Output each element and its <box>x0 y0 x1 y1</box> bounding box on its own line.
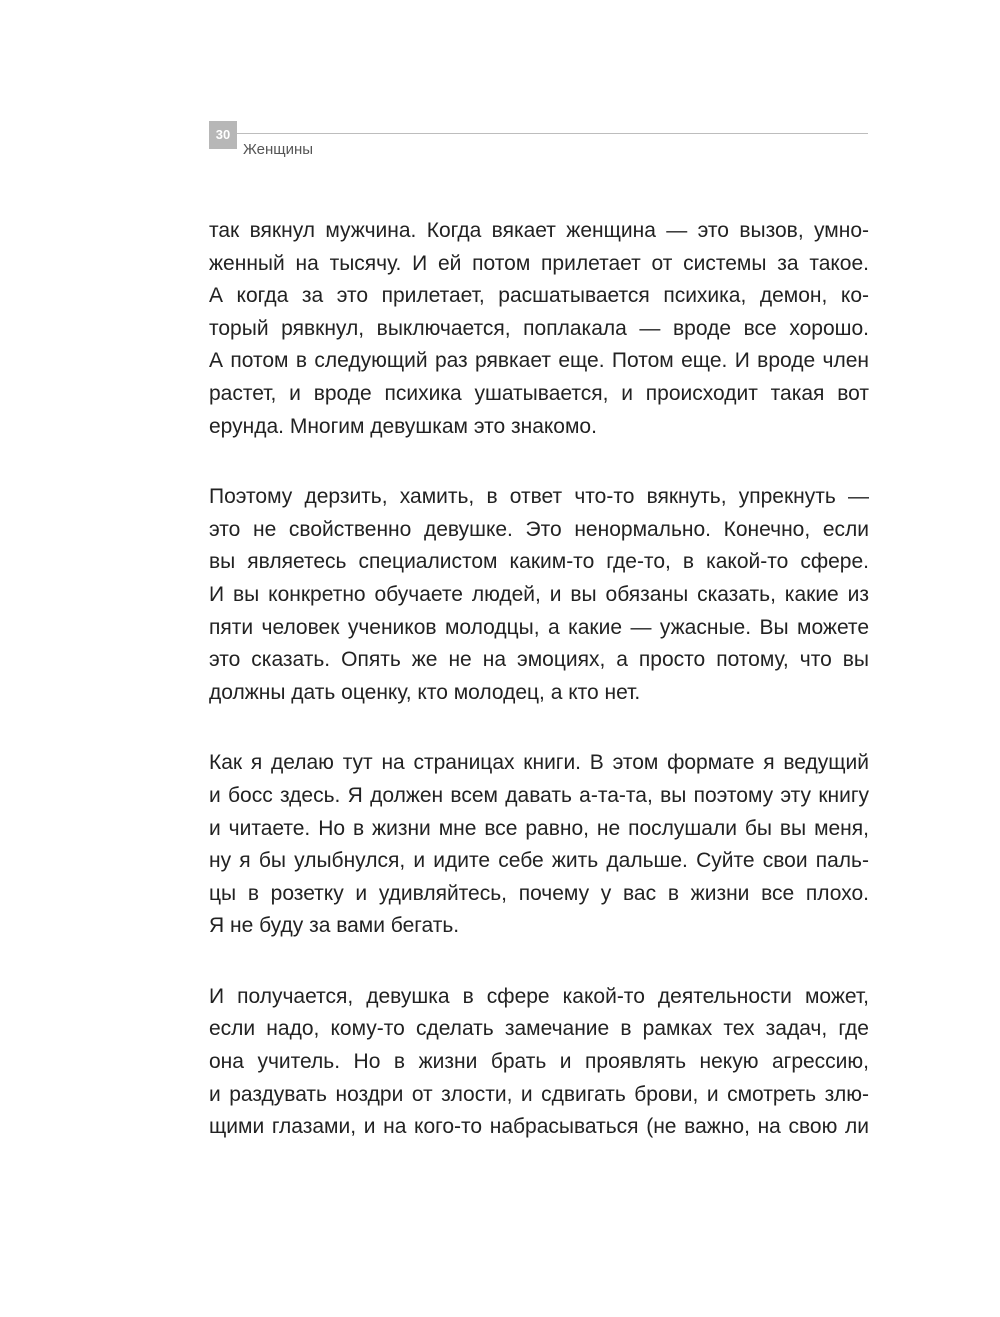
paragraph <box>209 747 869 943</box>
text-line: А когда за это прилетает, расшатывается психика, демон, ко- <box>209 284 869 308</box>
text-line: женный на тысячу. И ей потом прилетает от системы за такое. <box>209 251 869 275</box>
text-line: и раздувать ноздри от злости, и сдвигать брови, и смотреть злю- <box>209 1082 869 1106</box>
text-line: это не свойственно девушке. Это ненормально. Конечно, если <box>209 517 869 541</box>
running-title: Женщины <box>243 141 314 158</box>
text-line: щими глазами, и на кого-то набрасываться (не важно, на свою ли <box>209 1115 869 1139</box>
text-line: вы являетесь специалистом каким-то где-то, в какой-то сфере. <box>209 550 869 574</box>
text-line: это сказать. Опять же не на эмоциях, а просто потому, что вы <box>209 648 869 672</box>
text-line: цы в розетку и удивляйтесь, почему у вас в жизни все плохо. <box>209 881 869 905</box>
text-line: И вы конкретно обучаете людей, и вы обязаны сказать, какие из <box>209 582 869 606</box>
text-line: Поэтому дерзить, хамить, в ответ что-то вякнуть, упрекнуть — <box>209 485 869 509</box>
text-line: должны дать оценку, кто молодец, а кто нет. <box>209 680 641 704</box>
header-rule <box>237 133 868 134</box>
text-line: торый рявкнул, выключается, поплакала — вроде все хорошо. <box>209 316 869 340</box>
text-line: так вякнул мужчина. Когда вякает женщина — это вызов, умно- <box>209 219 869 242</box>
paragraph <box>209 215 869 443</box>
paragraph <box>209 481 869 709</box>
text-line: Я не буду за вами бегать. <box>209 914 460 938</box>
body-text <box>209 215 869 1182</box>
text-line: И получается, девушка в сфере какой-то деятельности может, <box>209 984 869 1008</box>
paragraph <box>209 981 869 1144</box>
text-line: растет, и вроде психика ушатывается, и происходит такая вот <box>209 381 869 405</box>
text-line: Как я делаю тут на страницах книги. В этом формате я ведущий <box>209 751 869 775</box>
text-line: и босс здесь. Я должен всем давать а-та-та, вы поэтому эту книгу <box>209 783 869 807</box>
text-line: пяти человек учеников молодцы, а какие — ужасные. Вы можете <box>209 615 869 639</box>
text-line: если надо, кому-то сделать замечание в рамках тех задач, где <box>209 1017 869 1041</box>
text-line: ну я бы улыбнулся, и идите себе жить дальше. Суйте свои паль- <box>209 849 869 873</box>
text-line: А потом в следующий раз рявкает еще. Потом еще. И вроде член <box>209 349 869 373</box>
page-number: 30 <box>209 121 237 149</box>
text-line: она учитель. Но в жизни брать и проявлять некую агрессию, <box>209 1050 869 1074</box>
text-line: и читаете. Но в жизни мне все равно, не послушали бы вы меня, <box>209 816 869 840</box>
text-line: ерунда. Многим девушкам это знакомо. <box>209 414 597 438</box>
